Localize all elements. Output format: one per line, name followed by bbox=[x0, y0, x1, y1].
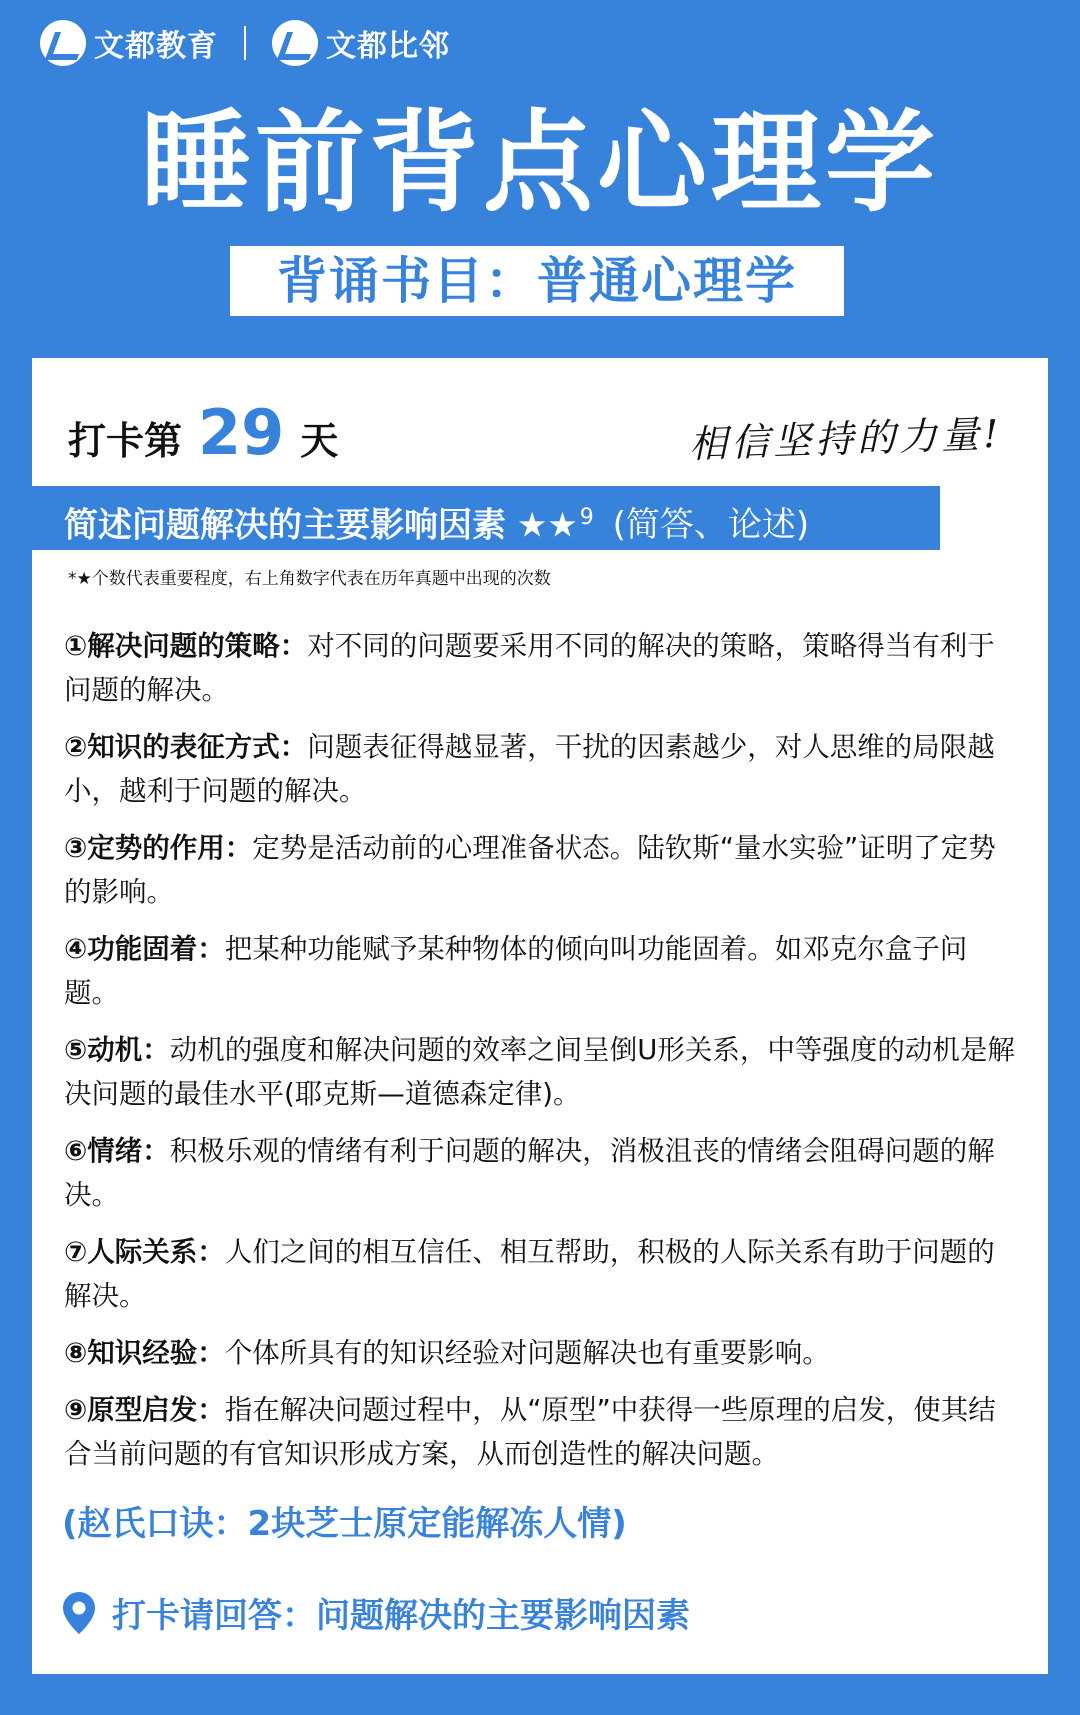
list-item bbox=[64, 927, 1016, 1015]
list-item bbox=[64, 826, 1016, 914]
list-item bbox=[64, 1028, 1016, 1116]
topic-bar bbox=[32, 486, 940, 550]
factor-term: ⑦人际关系： bbox=[64, 1236, 225, 1268]
book-subtitle: 背诵书目：普通心理学 bbox=[230, 246, 844, 316]
topic-title: 简述问题解决的主要影响因素 bbox=[64, 505, 506, 546]
factor-text: 把某种功能赋予某种物体的倾向叫功能固着。如邓克尔盒子问题。 bbox=[64, 933, 968, 1009]
factor-term: ⑨原型启发： bbox=[64, 1394, 225, 1426]
content-card bbox=[32, 358, 1048, 1674]
list-item bbox=[64, 1230, 1016, 1318]
list-item bbox=[64, 624, 1016, 712]
wendu-education-logo bbox=[40, 20, 218, 66]
location-pin-icon bbox=[62, 1591, 96, 1635]
factor-text: 动机的强度和解决问题的效率之间呈倒U形关系，中等强度的动机是解决问题的最佳水平(耶克斯—道德森定律)。 bbox=[64, 1034, 1015, 1110]
checkin-day bbox=[68, 398, 338, 468]
factor-text: 对不同的问题要采用不同的解决的策略，策略得当有利于问题的解决。 bbox=[64, 630, 995, 706]
factor-term: ④功能固着： bbox=[64, 933, 225, 965]
question-type-tag: (简答、论述) bbox=[612, 505, 810, 546]
factor-term: ⑥情绪： bbox=[64, 1135, 170, 1167]
wendu-bilin-logo bbox=[272, 20, 450, 66]
mnemonic: (赵氏口诀：2块芝士原定能解冻人情) bbox=[62, 1504, 627, 1544]
logo-divider bbox=[244, 26, 246, 60]
list-item bbox=[64, 725, 1016, 813]
list-item bbox=[64, 1331, 1016, 1375]
wendu-logo-icon bbox=[272, 20, 318, 66]
factor-term: ⑧知识经验： bbox=[64, 1337, 225, 1369]
factor-text: 问题表征得越显著，干扰的因素越少，对人思维的局限越小，越利于问题的解决。 bbox=[64, 731, 995, 807]
factor-term: ②知识的表征方式： bbox=[64, 731, 308, 763]
page-title: 睡前背点心理学 bbox=[141, 99, 939, 227]
star-legend-note: *★个数代表重要程度，右上角数字代表在历年真题中出现的次数 bbox=[68, 569, 551, 589]
factor-text: 指在解决问题过程中，从“原型”中获得一些原理的启发，使其结合当前问题的有官知识形成方案，从而创造性的解决问题。 bbox=[64, 1394, 996, 1470]
checkin-suffix: 天 bbox=[300, 419, 339, 463]
checkin-prefix: 打卡第 bbox=[68, 419, 183, 463]
wendu-logo-icon bbox=[40, 20, 86, 66]
checkin-day-number: 29 bbox=[198, 396, 285, 469]
exam-count: 9 bbox=[579, 505, 594, 530]
factor-text: 积极乐观的情绪有利于问题的解决，消极沮丧的情绪会阻碍问题的解决。 bbox=[64, 1135, 995, 1211]
importance-stars: ★★ bbox=[516, 505, 578, 546]
factor-term: ③定势的作用： bbox=[64, 832, 253, 864]
motto: 相信坚持的力量! bbox=[688, 411, 1003, 467]
list-item bbox=[64, 1129, 1016, 1217]
factor-text: 个体所具有的知识经验对问题解决也有重要影响。 bbox=[224, 1337, 830, 1369]
factor-text: 定势是活动前的心理准备状态。陆钦斯“量水实验”证明了定势的影响。 bbox=[64, 832, 996, 908]
factor-list bbox=[64, 624, 1016, 1489]
factor-term: ①解决问题的策略： bbox=[64, 630, 308, 662]
header-logos bbox=[40, 18, 450, 68]
factor-text: 人们之间的相互信任、相互帮助，积极的人际关系有助于问题的解决。 bbox=[64, 1236, 995, 1312]
wendu-education-logo-text: 文都教育 bbox=[94, 29, 218, 64]
list-item bbox=[64, 1388, 1016, 1476]
checkin-reply-prompt bbox=[62, 1588, 690, 1637]
factor-term: ⑤动机： bbox=[64, 1034, 170, 1066]
reply-prompt-text: 打卡请回答：问题解决的主要影响因素 bbox=[112, 1596, 690, 1636]
wendu-bilin-logo-text: 文都比邻 bbox=[326, 29, 450, 64]
